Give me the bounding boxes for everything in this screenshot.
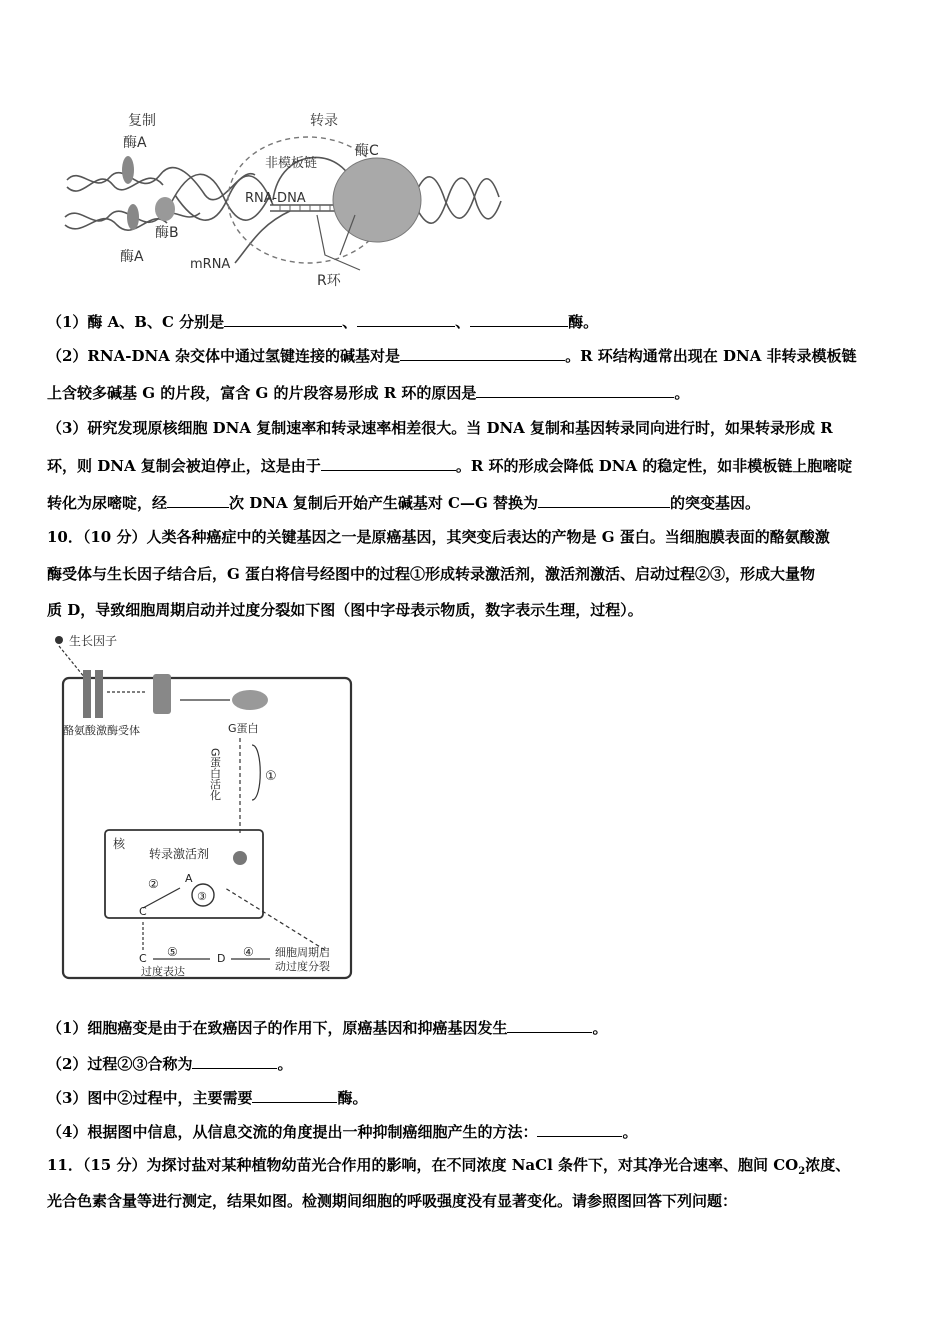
label-overexpress: 过度表达 [141, 965, 185, 978]
q9-part3-line3: 转化为尿嘧啶，经 次 DNA 复制后开始产生碱基对 C—G 替换为 的突变基因。 [47, 494, 761, 512]
blank-base-pairs [400, 345, 565, 361]
label-non-template: 非模板链 [265, 156, 318, 171]
label-g-protein: G蛋白 [228, 722, 259, 735]
figure-signaling [45, 630, 385, 995]
cell-membrane [63, 678, 351, 978]
label-hybrid: RNA-DNA [245, 191, 306, 206]
blank-enzyme-b [357, 311, 455, 327]
label-cycle-1: 细胞周期启 [275, 946, 330, 959]
q10-part1: （1）细胞癌变是由于在致癌因子的作用下，原癌基因和抑癌基因发生 。 [47, 1019, 608, 1037]
enzyme-c-shape [333, 158, 421, 242]
label-enzyme-c: 酶C [355, 143, 379, 159]
enzyme-a-top-shape [122, 156, 134, 184]
growth-factor-dot [55, 636, 63, 644]
nucleus-box [105, 830, 263, 918]
blank-replication-times [167, 492, 229, 508]
label-a: A [185, 872, 193, 885]
blank-method [537, 1121, 622, 1137]
q10-part3: （3）图中②过程中，主要需要 酶。 [47, 1089, 368, 1107]
feedback-dashed-arrow [225, 888, 325, 950]
q9-part2-line2: 上含较多碱基 G 的片段，富含 G 的片段容易形成 R 环的原因是 。 [47, 384, 690, 402]
label-d: D [217, 952, 226, 965]
label-transcription: 转录 [310, 113, 338, 129]
q9-part3-line2: 环，则 DNA 复制会被迫停止，这是由于 。R 环的形成会降低 DNA 的稳定性，如非模板链上胞嘧啶 [47, 457, 853, 475]
protein-shape [153, 674, 171, 714]
label-growth-factor: 生长因子 [69, 634, 118, 648]
q9-part1: （1）酶 A、B、C 分别是 、 、 酶。 [47, 313, 599, 331]
label-r-loop: R环 [317, 273, 341, 289]
label-receptor: 酪氨酸激酶受体 [63, 724, 140, 737]
blank-g-reason [476, 382, 674, 398]
r-loop-diagram [55, 105, 505, 295]
helix-right-2 [415, 178, 501, 223]
blank-replication-stop [321, 455, 456, 471]
dna-strand-upper-2 [67, 178, 163, 191]
label-nucleus: 核 [113, 837, 126, 851]
dna-strand-lower-2 [65, 219, 167, 231]
label-c-top: C [139, 905, 147, 918]
enzyme-a-bottom-shape [127, 204, 139, 230]
blank-process-name [192, 1053, 277, 1069]
q9-part2-line1: （2）RNA-DNA 杂交体中通过氢键连接的碱基对是 。R 环结构通常出现在 DNA 非转录模板链 [47, 347, 857, 365]
q10-part2: （2）过程②③合称为 。 [47, 1055, 293, 1073]
a-to-c-arrow [143, 888, 180, 908]
q10-part4: （4）根据图中信息，从信息交流的角度提出一种抑制癌细胞产生的方法： 。 [47, 1123, 638, 1141]
blank-enzyme-a [224, 311, 342, 327]
q10-intro-line3: 质 D，导致细胞周期启动并过度分裂如下图（图中字母表示物质，数字表示生理，过程）。 [47, 601, 643, 619]
label-activator: 转录激活剂 [149, 847, 210, 861]
label-num4: ④ [243, 945, 254, 959]
process1-brace [252, 745, 260, 800]
label-cycle-2: 动过度分裂 [275, 960, 330, 973]
q11-line2: 光合色素含量等进行测定，结果如图。检测期间细胞的呼吸强度没有显著变化。请参照图回答下列问题： [47, 1192, 738, 1210]
label-num1: ① [265, 769, 277, 784]
label-num5: ⑤ [167, 945, 178, 959]
blank-mutation-pair [538, 492, 670, 508]
label-c-bottom: C [139, 952, 147, 965]
growth-factor-arrow [59, 646, 85, 678]
q9-part3-line1: （3）研究发现原核细胞 DNA 复制速率和转录速率相差很大。当 DNA 复制和基因转录同向进行时，如果转录形成 R [47, 419, 833, 437]
g-protein-shape [232, 690, 268, 710]
figure-r-loop [55, 105, 505, 295]
label-mrna: mRNA [190, 257, 231, 272]
activator-shape [233, 851, 247, 865]
label-replication: 复制 [128, 113, 156, 129]
enzyme-b-shape [155, 197, 175, 221]
signaling-diagram [45, 630, 385, 995]
label-enzyme-a-top: 酶A [123, 135, 147, 151]
label-num2: ② [148, 877, 159, 891]
helix-right-1 [415, 177, 499, 218]
q10-intro-line2: 酶受体与生长因子结合后，G 蛋白将信号经图中的过程①形成转录激活剂，激活剂激活、启动过程②③，形成大量物 [47, 565, 816, 583]
label-num3: ③ [197, 890, 207, 903]
label-g-activation: G蛋白活化 [208, 748, 222, 801]
label-enzyme-b: 酶B [155, 225, 179, 241]
q11-line1: 11．（15 分）为探讨盐对某种植物幼苗光合作用的影响，在不同浓度 NaCl 条件下，对其净光合速率、胞间 $CO_2$浓度、 [47, 1156, 851, 1177]
label-enzyme-a-bottom: 酶A [120, 249, 144, 265]
blank-enzyme [252, 1087, 337, 1103]
blank-enzyme-c [470, 311, 568, 327]
q10-intro-line1: 10．（10 分）人类各种癌症中的关键基因之一是原癌基因，其突变后表达的产物是 G 蛋白。当细胞膜表面的酪氨酸激 [47, 528, 830, 546]
blank-mutation [507, 1017, 592, 1033]
